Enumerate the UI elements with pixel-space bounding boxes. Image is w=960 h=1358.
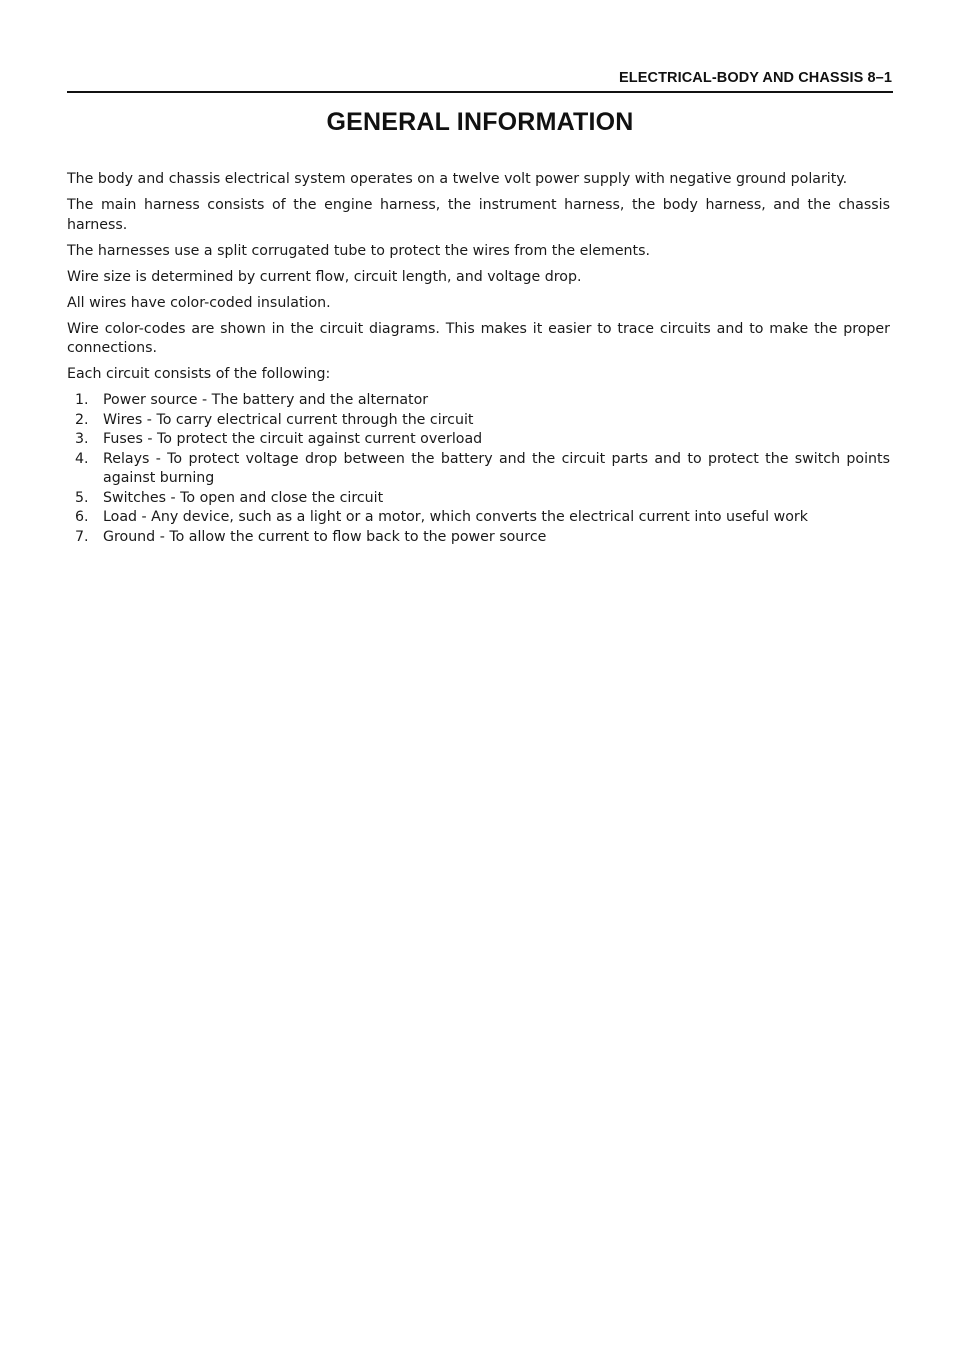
- list-number: 6.: [75, 509, 89, 525]
- body-content: [67, 170, 890, 547]
- list-item: [67, 489, 890, 509]
- paragraph: Each circuit consists of the following:: [67, 366, 331, 382]
- list-number: 4.: [75, 450, 89, 467]
- paragraph: The main harness consists of the engine harness, the instrument harness, the body harness, and the chassis harness.: [67, 197, 890, 233]
- list-item: [67, 450, 890, 489]
- page-header: ELECTRICAL-BODY AND CHASSIS 8–1: [619, 70, 892, 86]
- list-number: 1.: [75, 392, 89, 408]
- paragraph: The body and chassis electrical system operates on a twelve volt power supply with negative ground polarity.: [67, 171, 848, 187]
- list-item: [67, 430, 890, 450]
- circuit-components-list: [67, 391, 890, 547]
- list-item: [67, 508, 890, 528]
- list-text: Ground - To allow the current to flow back to the power source: [103, 528, 547, 545]
- page-title: GENERAL INFORMATION: [326, 108, 634, 136]
- paragraph: All wires have color-coded insulation.: [67, 294, 331, 311]
- list-number: 2.: [75, 411, 89, 428]
- list-text: Switches - To open and close the circuit: [103, 489, 384, 506]
- list-number: 5.: [75, 489, 89, 506]
- paragraph: Wire size is determined by current flow, circuit length, and voltage drop.: [67, 268, 582, 285]
- list-item: [67, 528, 890, 548]
- list-text: Wires - To carry electrical current through the circuit: [103, 411, 474, 428]
- paragraph: The harnesses use a split corrugated tube to protect the wires from the elements.: [67, 242, 651, 259]
- list-text: Relays - To protect voltage drop between the battery and the circuit parts and to protect the switch points against burning: [103, 450, 890, 486]
- list-text: Fuses - To protect the circuit against current overload: [103, 431, 483, 447]
- list-number: 7.: [75, 528, 89, 545]
- list-item: [67, 391, 890, 411]
- list-number: 3.: [75, 431, 89, 447]
- header-rule: [67, 91, 893, 93]
- paragraph: Wire color-codes are shown in the circuit diagrams. This makes it easier to trace circuits and to make the proper connections.: [67, 320, 890, 356]
- list-item: [67, 411, 890, 431]
- list-text: Load - Any device, such as a light or a motor, which converts the electrical current into useful work: [103, 509, 808, 525]
- list-text: Power source - The battery and the alternator: [103, 392, 429, 408]
